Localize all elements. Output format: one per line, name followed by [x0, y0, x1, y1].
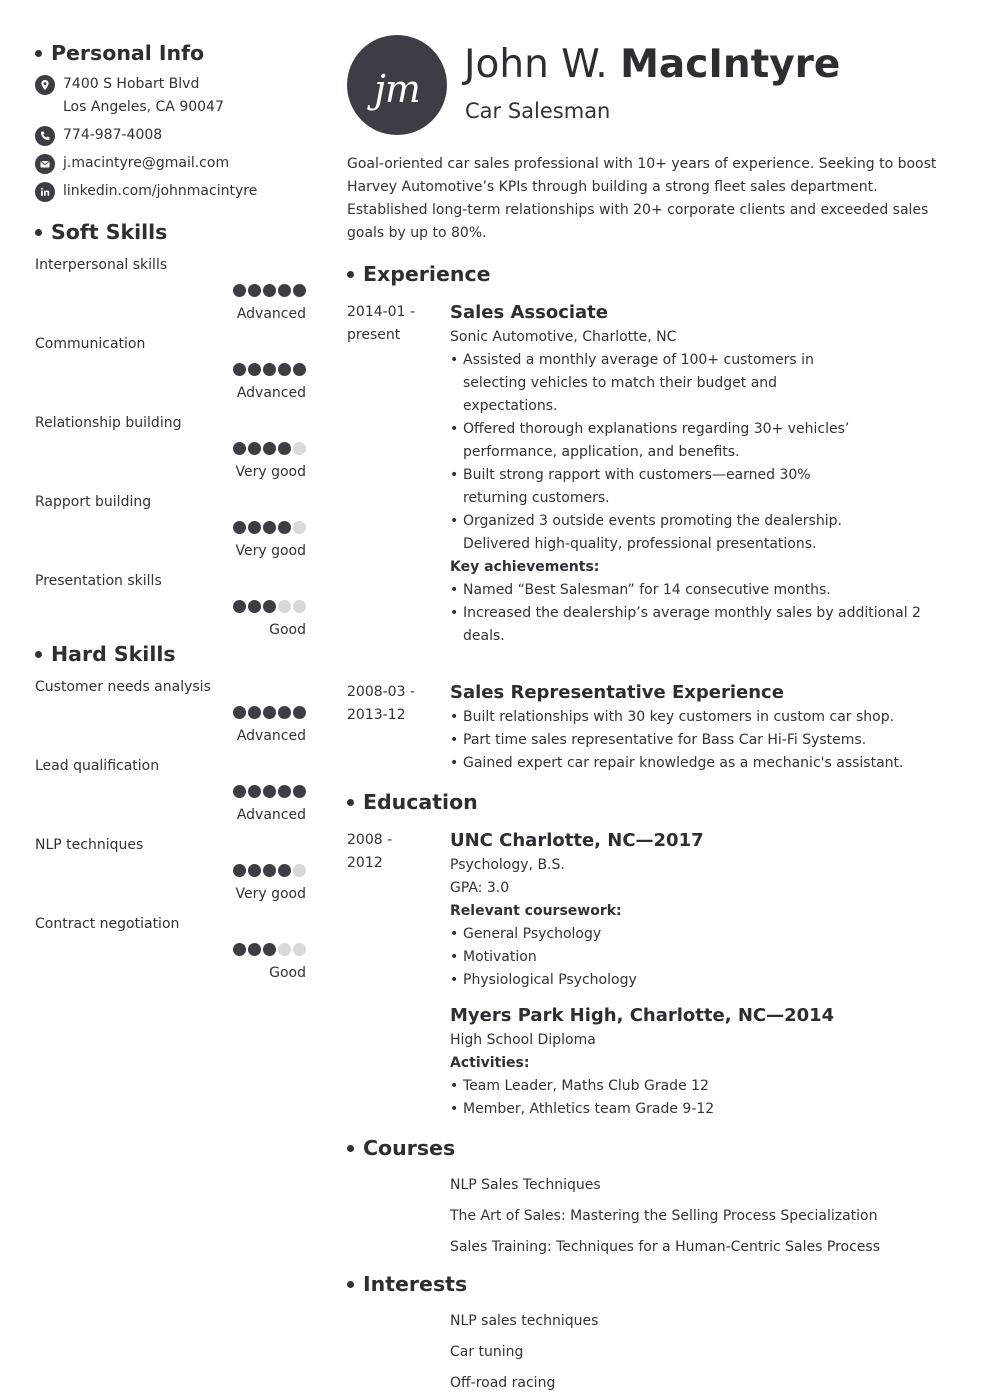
address-line-2: Los Angeles, CA 90047	[63, 99, 224, 115]
rating-dot-filled	[278, 864, 291, 877]
hard-skills-heading: Hard Skills	[35, 639, 307, 669]
course-item: NLP Sales Techniques	[450, 1177, 601, 1193]
sidebar	[35, 38, 307, 993]
experience-heading: Experience	[347, 259, 957, 289]
heading-text: Education	[363, 790, 478, 814]
linkedin-link[interactable]: linkedin.com/johnmacintyre	[63, 183, 258, 199]
heading-bullet	[347, 799, 354, 806]
rating-dot-filled	[248, 363, 261, 376]
heading-bullet	[347, 271, 354, 278]
resume-header	[347, 34, 957, 154]
skill-level: Advanced	[236, 385, 306, 401]
email-icon	[35, 154, 55, 174]
skill-rating	[233, 785, 306, 798]
education-heading	[347, 787, 957, 817]
main-content	[347, 34, 957, 1399]
address-row	[35, 73, 307, 119]
rating-dot-filled	[248, 785, 261, 798]
skill-level: Very good	[235, 543, 306, 559]
rating-dot-filled	[248, 442, 261, 455]
skill-rating	[233, 943, 306, 956]
school-degree: High School Diploma	[450, 1032, 596, 1048]
linkedin-row	[35, 180, 307, 203]
interests-list	[450, 1306, 957, 1399]
education-entry	[347, 829, 957, 1121]
rating-dot-filled	[263, 706, 276, 719]
phone-link[interactable]: 774-987-4008	[63, 127, 163, 143]
course-item: The Art of Sales: Mastering the Selling Process Specialization	[450, 1208, 878, 1224]
entry-date	[347, 681, 450, 775]
rating-dot-filled	[293, 363, 306, 376]
courses-list	[450, 1170, 957, 1263]
heading-text: Interests	[363, 1272, 468, 1296]
rating-dot-filled	[278, 521, 291, 534]
skill-name: NLP techniques	[35, 837, 144, 853]
rating-dot-empty	[293, 521, 306, 534]
school-degree: Psychology, B.S.	[450, 857, 565, 873]
entry-title: Sales Associate	[450, 302, 608, 323]
list-item: • Member, Athletics team Grade 9-12	[450, 1098, 957, 1121]
skill-level: Advanced	[236, 306, 306, 322]
rating-dot-filled	[248, 284, 261, 297]
achievements-list	[450, 579, 957, 648]
list-item: • Physiological Psychology	[450, 969, 957, 992]
rating-dot-filled	[263, 521, 276, 534]
courses-heading	[347, 1133, 957, 1163]
school-title: Myers Park High, Charlotte, NC—2014	[450, 1005, 835, 1026]
interest-item: Off-road racing	[450, 1375, 556, 1391]
duties-list	[450, 349, 870, 556]
rating-dot-empty	[278, 943, 291, 956]
heading-bullet	[35, 229, 42, 236]
rating-dot-empty	[293, 864, 306, 877]
rating-dot-filled	[278, 785, 291, 798]
heading-bullet	[347, 1145, 354, 1152]
rating-dot-filled	[293, 785, 306, 798]
date-end: 2012	[347, 855, 383, 871]
date-end: 2013-12	[347, 707, 406, 723]
achievements-label: Key achievements:	[450, 559, 600, 575]
job-title: Car Salesman	[465, 99, 611, 123]
skill-name: Contract negotiation	[35, 916, 180, 932]
rating-dot-filled	[233, 363, 246, 376]
heading-bullet	[347, 1281, 354, 1288]
list-item: • Built strong rapport with customers—earned 30% returning customers.	[450, 464, 870, 510]
skill-name: Interpersonal skills	[35, 257, 168, 273]
entry-body	[450, 829, 957, 1121]
list-item: • General Psychology	[450, 923, 957, 946]
list-item: • Increased the dealership’s average monthly sales by additional 2 deals.	[450, 602, 957, 648]
list-item: • Part time sales representative for Bass Car Hi-Fi Systems.	[450, 729, 957, 752]
list-item: • Offered thorough explanations regarding 30+ vehicles’ performance, application, and benefits.	[450, 418, 870, 464]
rating-dot-filled	[248, 706, 261, 719]
skill-rating	[233, 363, 306, 376]
summary: Goal-oriented car sales professional with 10+ years of experience. Seeking to boost Harvey Automotive’s KPIs through building a strong fleet sales department. Established long-term relationships with 20+ corporate clients and exceeded sales goals by up to 80%.	[347, 156, 937, 241]
list-item: • Organized 3 outside events promoting the dealership. Delivered high-quality, professional presentations.	[450, 510, 870, 556]
rating-dot-filled	[248, 864, 261, 877]
school-list	[450, 923, 957, 992]
skill-rating	[233, 284, 306, 297]
avatar	[347, 35, 447, 135]
list-item: • Assisted a monthly average of 100+ customers in selecting vehicles to match their budget and expectations.	[450, 349, 870, 418]
skill-name: Relationship building	[35, 415, 182, 431]
school-title: UNC Charlotte, NC—2017	[450, 830, 704, 851]
rating-dot-filled	[293, 706, 306, 719]
entry-body	[450, 681, 957, 775]
list-item: • Built relationships with 30 key customers in custom car shop.	[450, 706, 957, 729]
skill-row	[35, 677, 307, 756]
school-list	[450, 1075, 957, 1121]
experience-entry	[347, 301, 957, 648]
rating-dot-filled	[233, 284, 246, 297]
rating-dot-filled	[233, 706, 246, 719]
rating-dot-filled	[233, 521, 246, 534]
skill-level: Advanced	[236, 728, 306, 744]
rating-dot-empty	[293, 600, 306, 613]
entry-company: Sonic Automotive, Charlotte, NC	[450, 329, 677, 345]
skill-row	[35, 492, 307, 571]
entry-date	[347, 301, 450, 648]
rating-dot-filled	[263, 600, 276, 613]
rating-dot-filled	[263, 943, 276, 956]
rating-dot-filled	[293, 284, 306, 297]
rating-dot-empty	[293, 442, 306, 455]
rating-dot-filled	[233, 864, 246, 877]
location-icon	[35, 75, 55, 95]
entry-date	[347, 829, 450, 1121]
skill-name: Lead qualification	[35, 758, 160, 774]
email-row	[35, 152, 307, 175]
skill-row	[35, 756, 307, 835]
rating-dot-filled	[233, 943, 246, 956]
rating-dot-filled	[233, 785, 246, 798]
interest-item: Car tuning	[450, 1344, 524, 1360]
course-item: Sales Training: Techniques for a Human-Centric Sales Process	[450, 1239, 880, 1255]
address-line-1: 7400 S Hobart Blvd	[63, 76, 200, 92]
skill-level: Good	[269, 965, 306, 981]
rating-dot-filled	[278, 363, 291, 376]
skill-row	[35, 835, 307, 914]
heading-bullet	[35, 50, 42, 57]
heading-text: Courses	[363, 1136, 456, 1160]
duties-list	[450, 706, 957, 775]
list-item: • Motivation	[450, 946, 957, 969]
skill-rating	[233, 864, 306, 877]
skill-rating	[233, 600, 306, 613]
date-start: 2008 -	[347, 832, 393, 848]
school-list-label: Relevant coursework:	[450, 903, 622, 919]
hard-skills-list	[35, 677, 307, 993]
rating-dot-filled	[263, 864, 276, 877]
rating-dot-filled	[263, 284, 276, 297]
skill-name: Customer needs analysis	[35, 679, 211, 695]
rating-dot-filled	[233, 442, 246, 455]
phone-icon	[35, 126, 55, 146]
date-start: 2014-01 -	[347, 304, 415, 320]
entry-body	[450, 301, 957, 648]
email-link[interactable]: j.macintyre@gmail.com	[63, 155, 230, 171]
school-list-label: Activities:	[450, 1055, 530, 1071]
rating-dot-filled	[233, 600, 246, 613]
skill-rating	[233, 442, 306, 455]
skill-row	[35, 413, 307, 492]
interests-heading	[347, 1269, 957, 1299]
rating-dot-filled	[278, 284, 291, 297]
rating-dot-filled	[263, 442, 276, 455]
rating-dot-filled	[248, 521, 261, 534]
phone-row	[35, 124, 307, 147]
date-end: present	[347, 327, 401, 343]
skill-row	[35, 334, 307, 413]
avatar-initials: jm	[374, 67, 420, 111]
experience-entry	[347, 681, 957, 775]
rating-dot-filled	[248, 600, 261, 613]
rating-dot-empty	[293, 943, 306, 956]
candidate-name	[464, 40, 840, 90]
skill-row	[35, 255, 307, 334]
entry-title: Sales Representative Experience	[450, 682, 784, 703]
list-item: • Team Leader, Maths Club Grade 12	[450, 1075, 957, 1098]
list-item: • Gained expert car repair knowledge as a mechanic's assistant.	[450, 752, 957, 775]
list-item: • Named “Best Salesman” for 14 consecutive months.	[450, 579, 957, 602]
heading-bullet	[35, 651, 42, 658]
skill-name: Presentation skills	[35, 573, 162, 589]
skill-rating	[233, 706, 306, 719]
linkedin-icon	[35, 182, 55, 202]
rating-dot-filled	[263, 363, 276, 376]
skill-name: Communication	[35, 336, 146, 352]
rating-dot-filled	[278, 442, 291, 455]
soft-skills-heading: Soft Skills	[35, 217, 307, 247]
skill-rating	[233, 521, 306, 534]
skill-level: Very good	[235, 464, 306, 480]
personal-info-heading: Personal Info	[35, 38, 307, 68]
skill-row	[35, 914, 307, 993]
rating-dot-filled	[278, 706, 291, 719]
skill-level: Good	[269, 622, 306, 638]
last-name: MacIntyre	[620, 42, 841, 87]
rating-dot-filled	[248, 943, 261, 956]
rating-dot-filled	[263, 785, 276, 798]
first-name: John W.	[464, 42, 608, 87]
skill-row	[35, 571, 307, 650]
school-gpa: GPA: 3.0	[450, 880, 510, 896]
skill-level: Very good	[235, 886, 306, 902]
soft-skills-list	[35, 255, 307, 650]
date-start: 2008-03 -	[347, 684, 415, 700]
skill-level: Advanced	[236, 807, 306, 823]
skill-name: Rapport building	[35, 494, 152, 510]
interest-item: NLP sales techniques	[450, 1313, 599, 1329]
rating-dot-empty	[278, 600, 291, 613]
